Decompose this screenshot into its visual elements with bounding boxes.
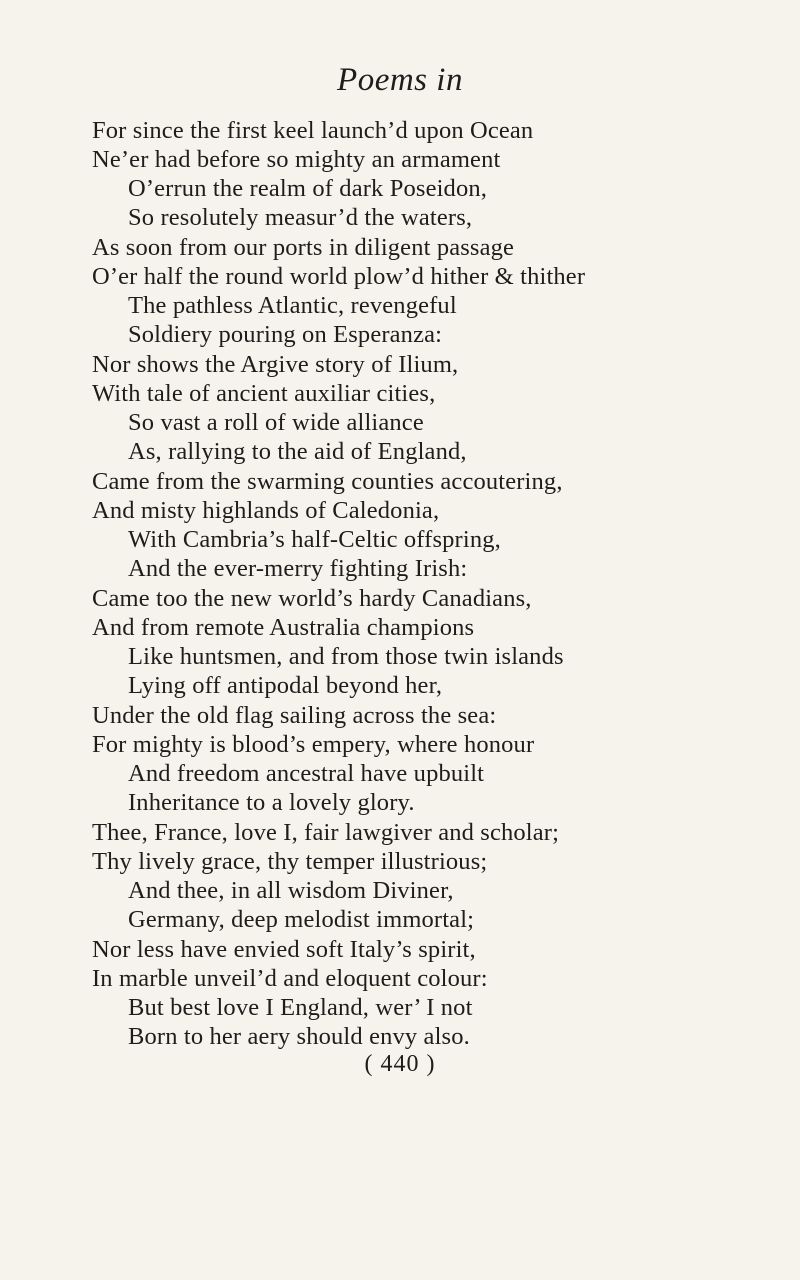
poem-line: And freedom ancestral have upbuilt: [128, 760, 485, 787]
poem-line: With tale of ancient auxiliar cities,: [92, 380, 436, 407]
poem-line: Came from the swarming counties accoutering,: [92, 468, 563, 495]
poem-line: O’er half the round world plow’d hither & thither: [92, 263, 586, 290]
poem-line: In marble unveil’d and eloquent colour:: [92, 965, 488, 992]
page-number: ( 440 ): [364, 1051, 436, 1077]
poem-line: Under the old flag sailing across the sea:: [92, 702, 497, 729]
poem-line: As soon from our ports in diligent passage: [92, 234, 515, 261]
poem-line: And thee, in all wisdom Diviner,: [128, 877, 454, 904]
poem-line: Like huntsmen, and from those twin islands: [128, 643, 564, 670]
running-head: Poems in: [337, 62, 463, 98]
poem-line: Born to her aery should envy also.: [128, 1023, 470, 1050]
poem-line: Thee, France, love I, fair lawgiver and scholar;: [92, 819, 560, 846]
poem-line: Came too the new world’s hardy Canadians,: [92, 585, 532, 612]
poem-line: But best love I England, wer’ I not: [128, 994, 473, 1021]
poem-line: As, rallying to the aid of England,: [128, 438, 467, 465]
poem-line: Germany, deep melodist immortal;: [128, 906, 475, 933]
poem-line: Inheritance to a lovely glory.: [128, 789, 415, 816]
poem-line: So resolutely measur’d the waters,: [128, 204, 473, 231]
poem-line: Soldiery pouring on Esperanza:: [128, 321, 443, 348]
poem-line: Ne’er had before so mighty an armament: [92, 146, 501, 173]
poem-line: For since the first keel launch’d upon Ocean: [92, 117, 534, 144]
poem-line: And the ever-merry fighting Irish:: [128, 555, 468, 582]
poem-line: Nor shows the Argive story of Ilium,: [92, 351, 459, 378]
poem-line: And from remote Australia champions: [92, 614, 475, 641]
poem-line: Thy lively grace, thy temper illustrious;: [92, 848, 488, 875]
poem-line: The pathless Atlantic, revengeful: [128, 292, 457, 319]
poem-line: Nor less have envied soft Italy’s spirit,: [92, 936, 476, 963]
poem-line: And misty highlands of Caledonia,: [92, 497, 440, 524]
poem-line: Lying off antipodal beyond her,: [128, 672, 443, 699]
poem-line: So vast a roll of wide alliance: [128, 409, 424, 436]
poem-line: With Cambria’s half-Celtic offspring,: [128, 526, 501, 553]
poem-line: For mighty is blood’s empery, where honour: [92, 731, 535, 758]
poem-line: O’errun the realm of dark Poseidon,: [128, 175, 488, 202]
